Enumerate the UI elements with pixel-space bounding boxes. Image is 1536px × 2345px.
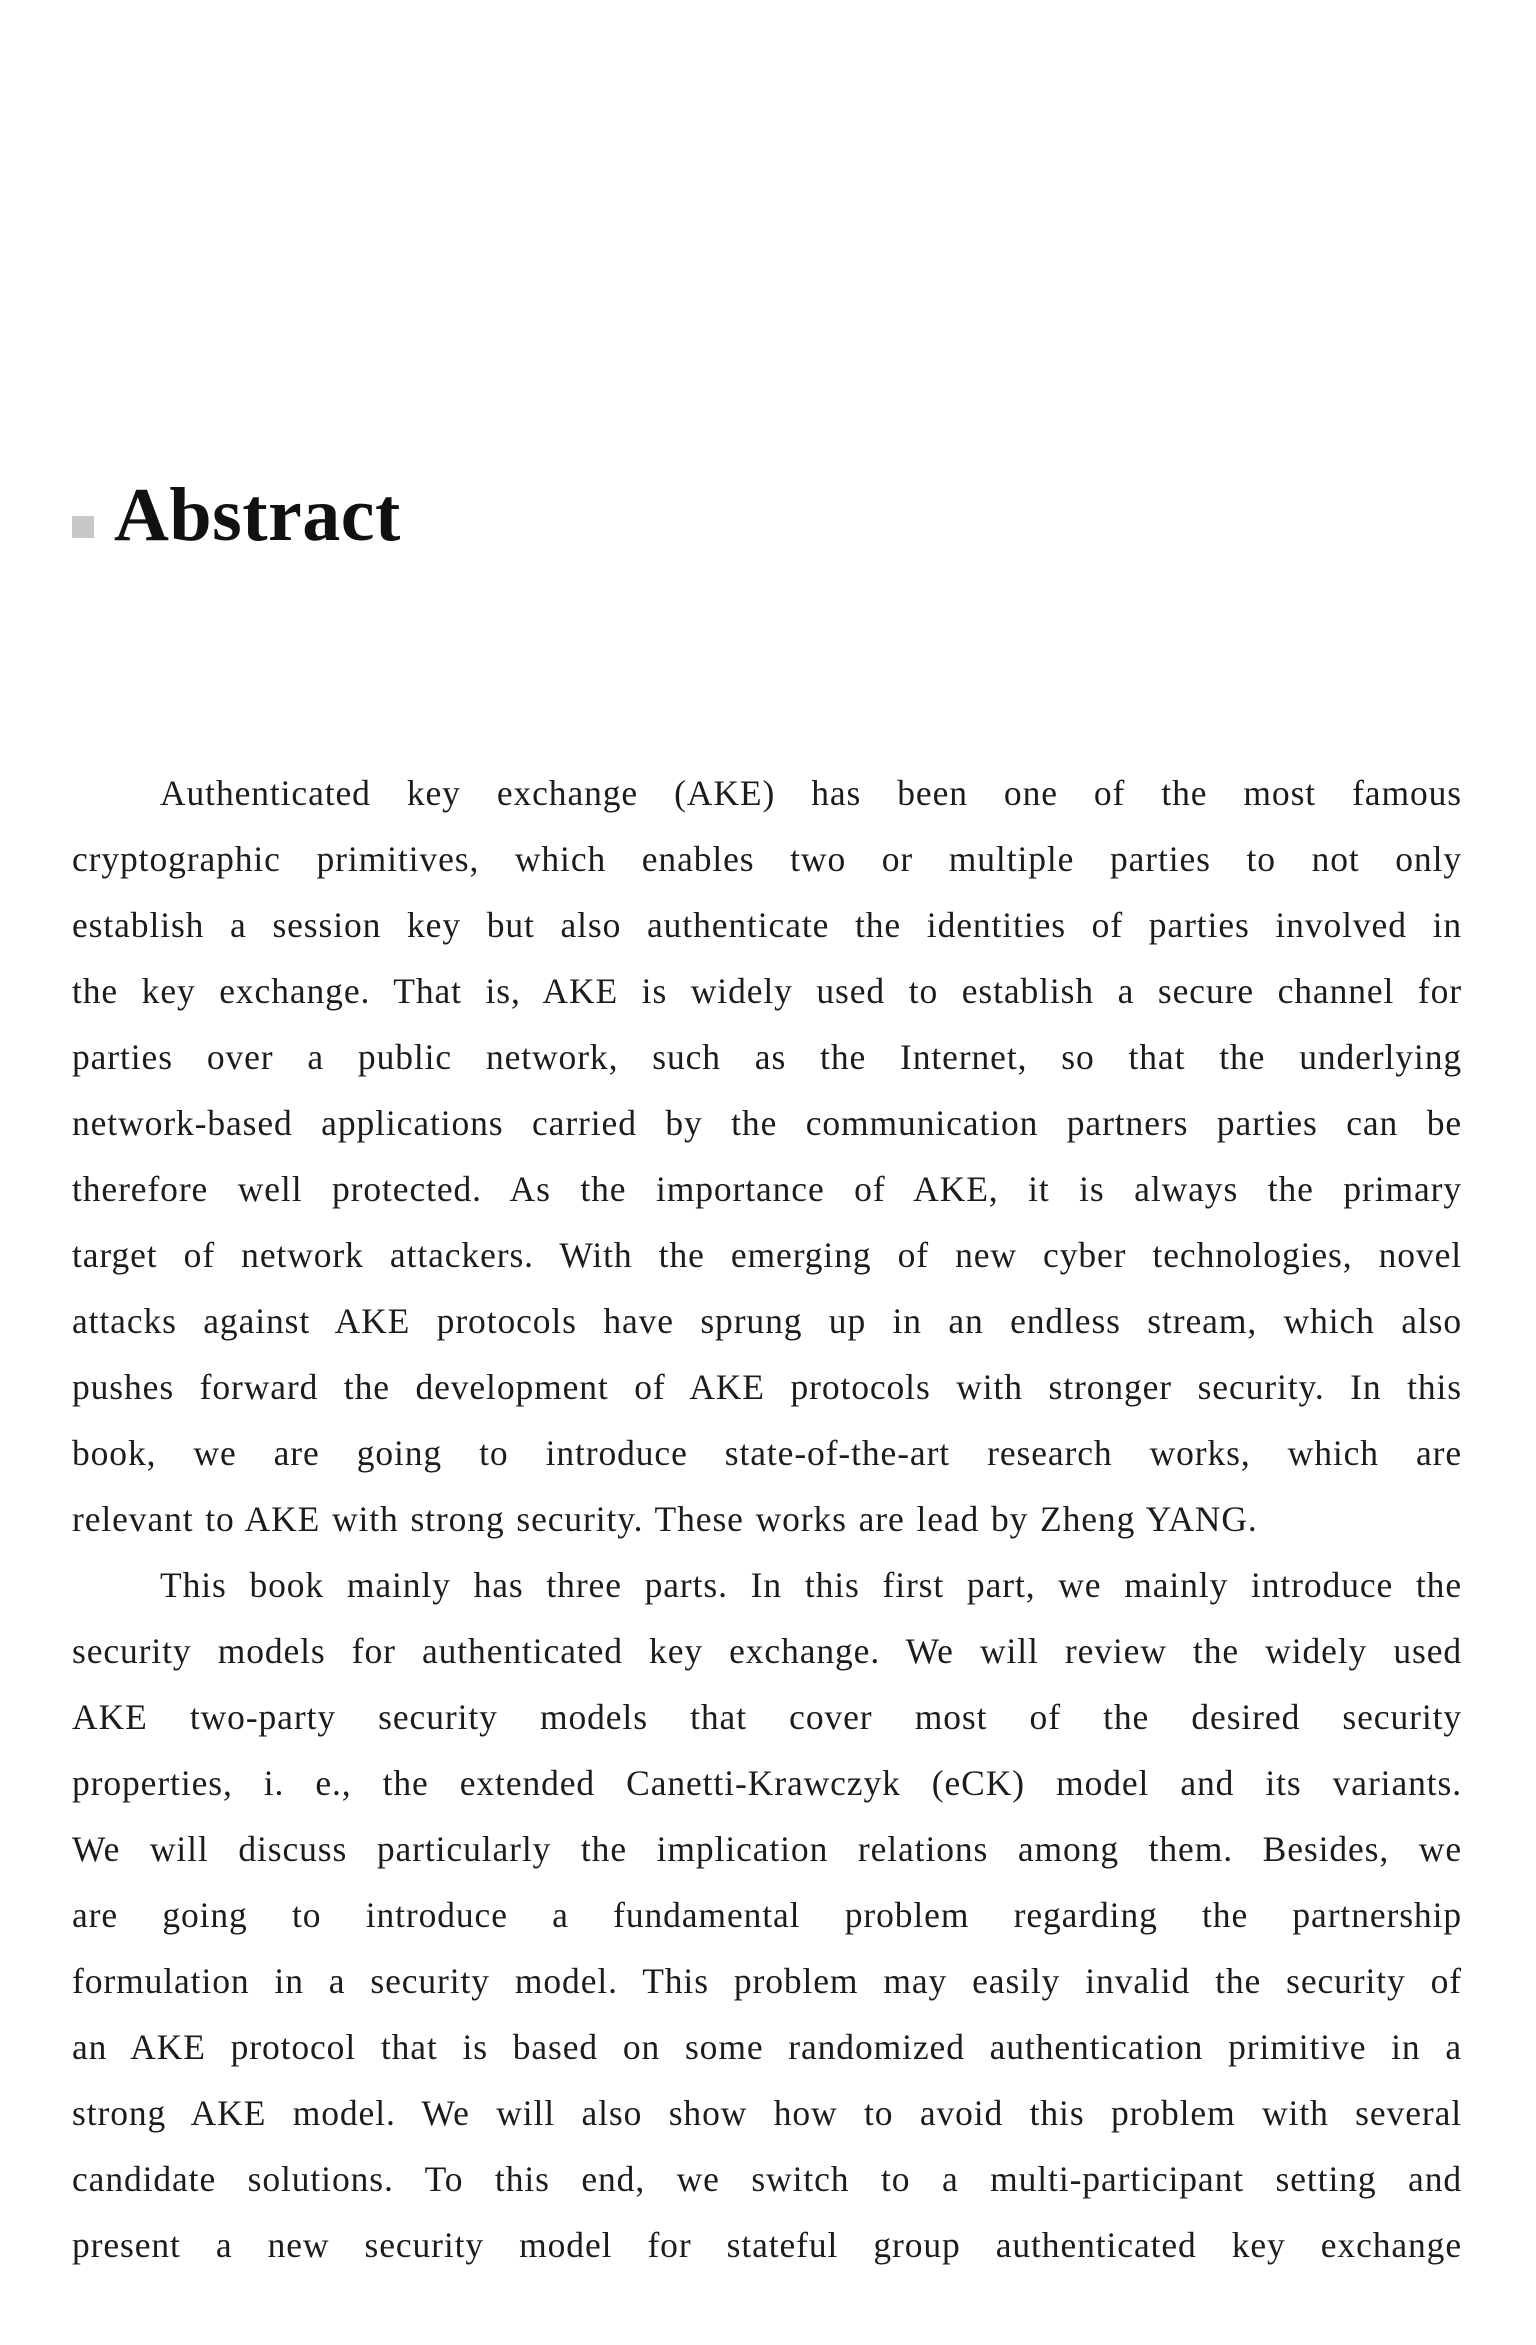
section-title: Abstract: [114, 473, 401, 557]
paragraph-2: [72, 1552, 1462, 2278]
text-line: candidate solutions. To this end, we switch to a multi-participant setting and: [72, 2159, 1462, 2199]
text-line: network-based applications carried by the communication partners parties can be: [72, 1103, 1462, 1143]
text-line: parties over a public network, such as the Internet, so that the underlying: [72, 1037, 1462, 1077]
text-line: security models for authenticated key exchange. We will review the widely used: [72, 1631, 1462, 1671]
text-line: cryptographic primitives, which enables two or multiple parties to not only: [72, 839, 1462, 879]
text-line: formulation in a security model. This problem may easily invalid the security of: [72, 1961, 1462, 2001]
text-line: an AKE protocol that is based on some randomized authentication primitive in a: [72, 2027, 1462, 2067]
text-line: the key exchange. That is, AKE is widely used to establish a secure channel for: [72, 971, 1462, 1011]
heading-square-marker: [72, 516, 94, 538]
text-line: are going to introduce a fundamental problem regarding the partnership: [72, 1895, 1462, 1935]
text-line: properties, i. e., the extended Canetti-Krawczyk (eCK) model and its variants.: [72, 1763, 1462, 1803]
text-line: AKE two-party security models that cover most of the desired security: [72, 1697, 1462, 1737]
text-line: Authenticated key exchange (AKE) has been one of the most famous: [160, 773, 1462, 813]
section-heading: [72, 470, 401, 560]
text-line: relevant to AKE with strong security. These works are lead by Zheng YANG.: [72, 1499, 1258, 1539]
text-line: therefore well protected. As the importance of AKE, it is always the primary: [72, 1169, 1462, 1209]
paragraph-1: [72, 760, 1462, 1552]
text-line: This book mainly has three parts. In this first part, we mainly introduce the: [160, 1565, 1462, 1605]
text-line: establish a session key but also authenticate the identities of parties involved in: [72, 905, 1462, 945]
text-line: We will discuss particularly the implication relations among them. Besides, we: [72, 1829, 1462, 1869]
text-line: pushes forward the development of AKE protocols with stronger security. In this: [72, 1367, 1462, 1407]
text-line: strong AKE model. We will also show how to avoid this problem with several: [72, 2093, 1462, 2133]
text-line: present a new security model for stateful group authenticated key exchange: [72, 2225, 1462, 2265]
text-line: book, we are going to introduce state-of-the-art research works, which are: [72, 1433, 1462, 1473]
abstract-body: [72, 760, 1462, 2278]
text-line: target of network attackers. With the emerging of new cyber technologies, novel: [72, 1235, 1462, 1275]
text-line: attacks against AKE protocols have sprung up in an endless stream, which also: [72, 1301, 1462, 1341]
